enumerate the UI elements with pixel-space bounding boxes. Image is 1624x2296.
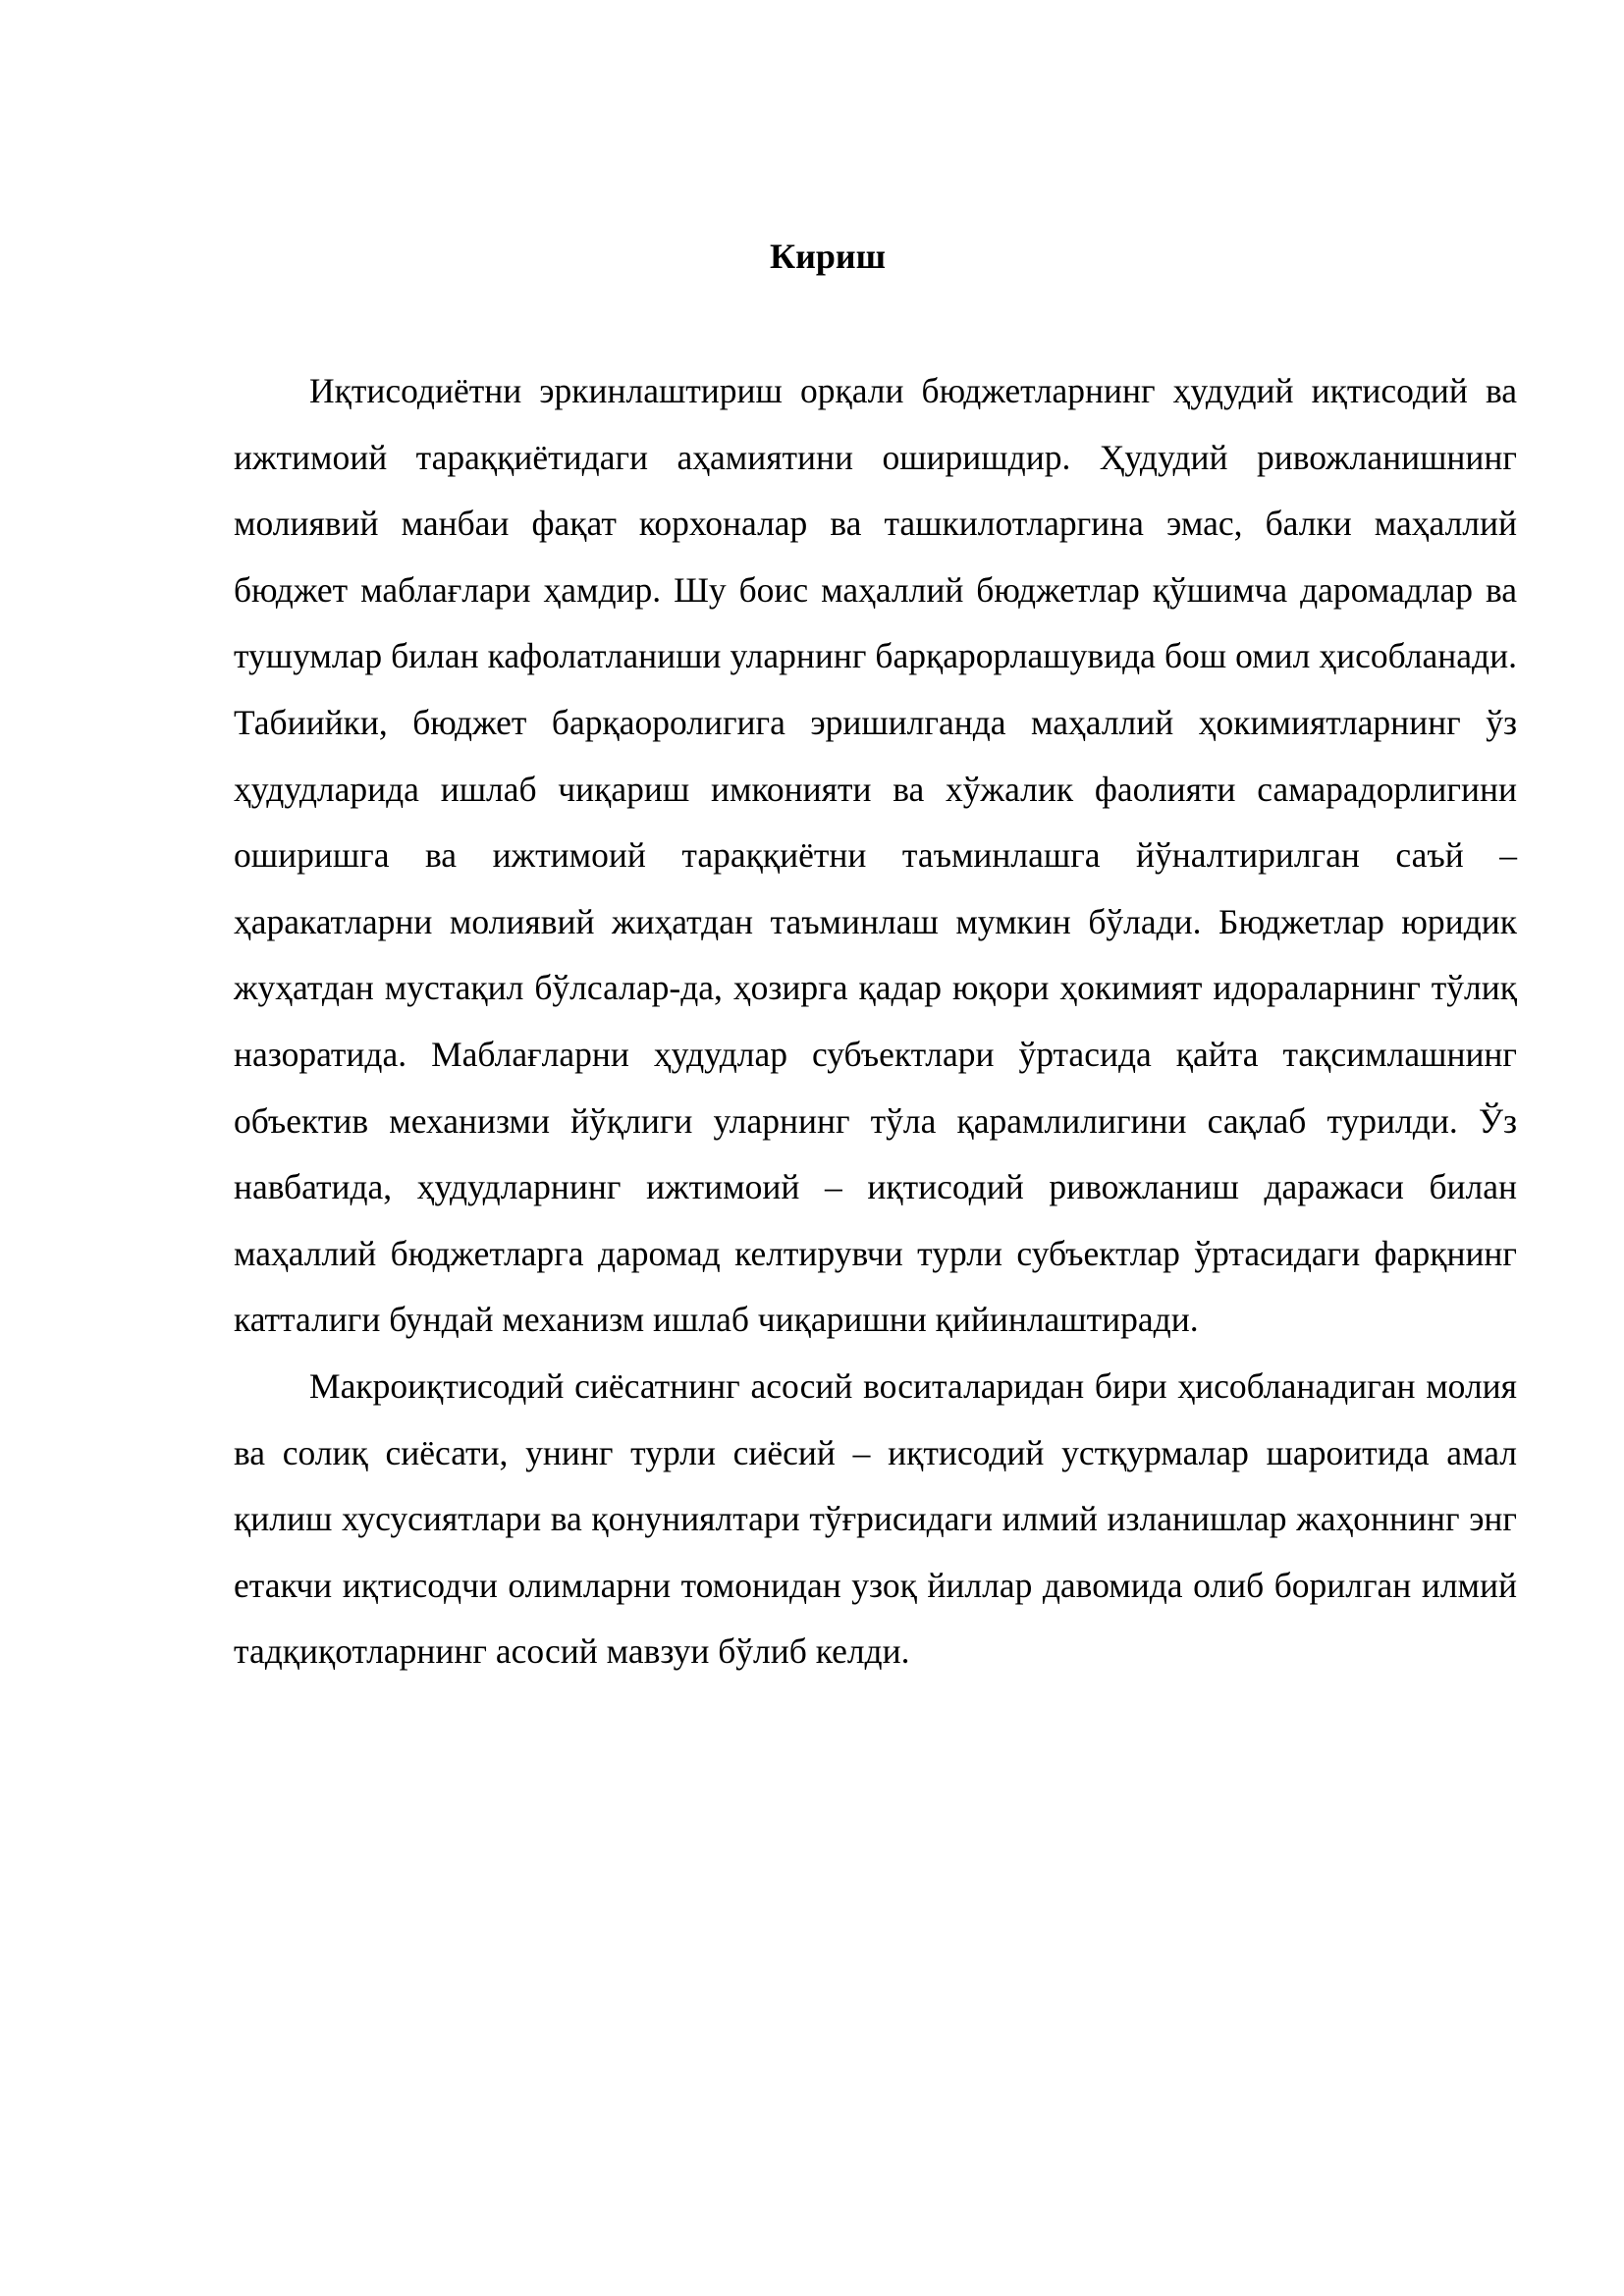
document-body [234, 358, 1517, 1685]
paragraph-2: Макроиқтисодий сиёсатнинг асосий воситаларидан бири ҳисобланадиган молия ва солиқ сиёсати, унинг турли сиёсий – иқтисодий устқурмалар шароитида амал қилиш хусусиятлари ва қонуниялтари тўғрисидаги илмий изланишлар жаҳоннинг энг етакчи иқтисодчи олимларни томонидан узоқ йиллар давомида олиб борилган илмий тадқиқотларнинг асосий мавзуи бўлиб келди. [234, 1365, 1517, 1672]
paragraph-1: Иқтисодиётни эркинлаштириш орқали бюджетларнинг ҳудудий иқтисодий ва ижтимоий тараққиётидаги аҳамиятини оширишдир. Ҳудудий ривожланишнинг молиявий манбаи фақат корхоналар ва ташкилотларгина эмас, балки маҳаллий бюджет маблағлари ҳамдир. Шу боис маҳаллий бюджетлар қўшимча даромадлар ва тушумлар билан кафолатланиши уларнинг барқарорлашувида бош омил ҳисобланади. Табиийки, бюджет барқаоролигига эришилганда маҳаллий ҳокимиятларнинг ўз ҳудудларида ишлаб чиқариш имконияти ва хўжалик фаолияти самарадорлигини оширишга ва ижтимоий тараққиётни таъминлашга йўналтирилган саъй – ҳаракатларни молиявий жиҳатдан таъминлаш мумкин бўлади. Бюджетлар юридик жуҳатдан мустақил бўлсалар-да, ҳозирга қадар юқори ҳокимият идораларнинг тўлиқ назоратида. Маблағларни ҳудудлар субъектлари ўртасида қайта тақсимлашнинг объектив механизми йўқлиги уларнинг тўла қарамлилигини сақлаб турилди. Ўз навбатида, ҳудудларнинг ижтимоий – иқтисодий ривожланиш даражаси билан маҳаллий бюджетларга даромад келтирувчи турли субъектлар ўртасидаги фарқнинг катталиги бундай механизм ишлаб чиқаришни қийинлаштиради. [234, 371, 1517, 1340]
page-title: Кириш [769, 237, 886, 276]
